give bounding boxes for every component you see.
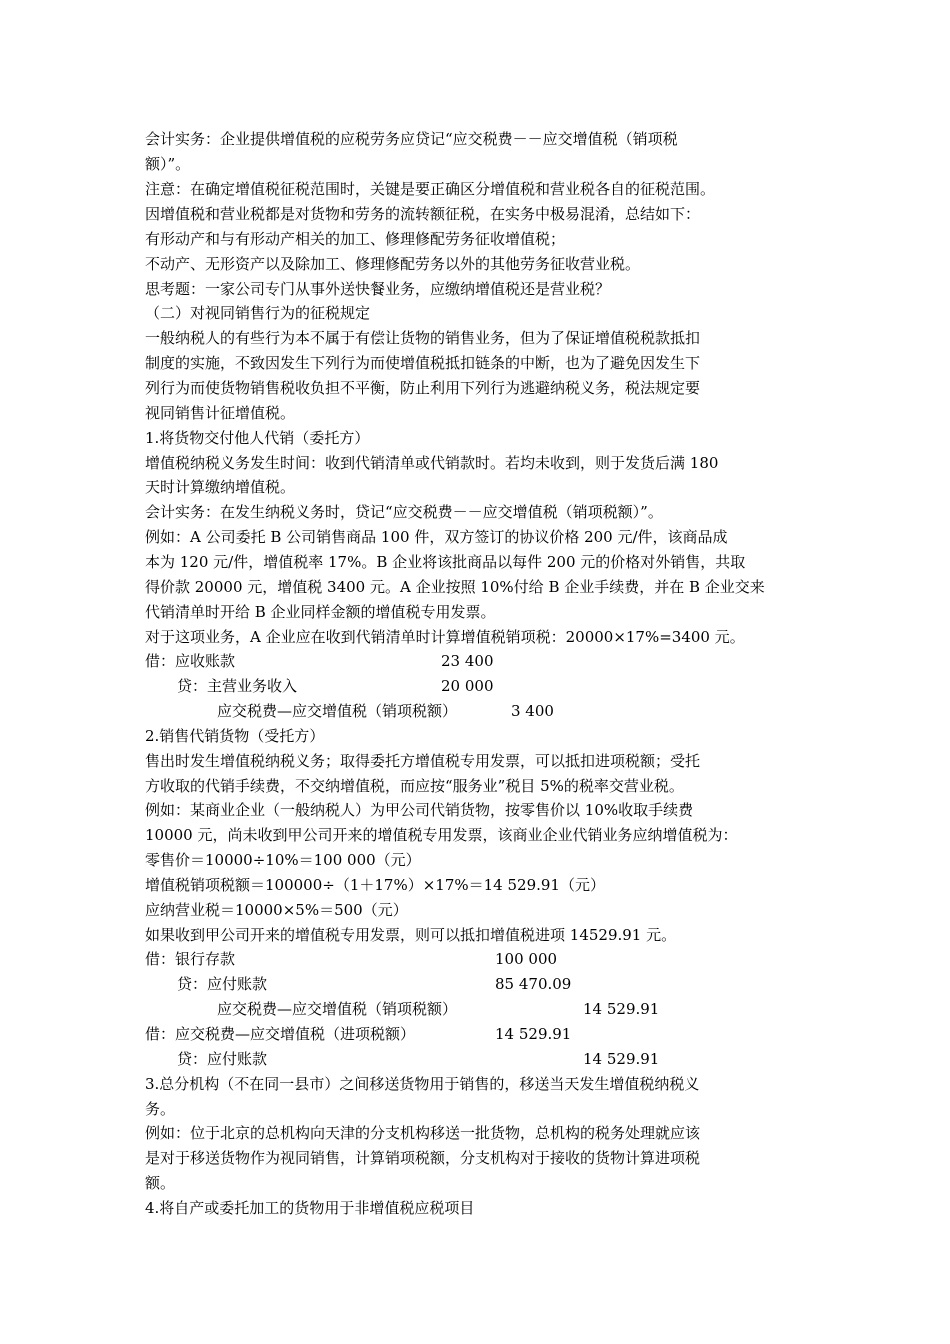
paragraph-line: 例如：位于北京的总机构向天津的分支机构移送一批货物，总机构的税务处理就应该 [145, 1124, 701, 1142]
entry-amount: 14 529.91 [583, 1050, 660, 1068]
paragraph-line: 10000 元，尚未收到甲公司开来的增值税专用发票，该商业企业代销业务应纳增值税为： [145, 826, 738, 844]
entry-amount: 20 000 [441, 677, 494, 695]
entry-label: 借：应收账款 [145, 652, 236, 670]
entry-label: 贷：应付账款 [177, 975, 268, 993]
paragraph-line: 思考题：一家公司专门从事外送快餐业务，应缴纳增值税还是营业税？ [145, 280, 611, 298]
entry-amount: 3 400 [511, 702, 554, 720]
paragraph-line: 对于这项业务，A 企业应在收到代销清单时计算增值税销项税：20000×17%=3400 元。 [145, 628, 745, 646]
entry-label: 应交税费—应交增值税（销项税额） [217, 702, 458, 720]
entry-amount: 14 529.91 [495, 1025, 572, 1043]
paragraph-line: 制度的实施，不致因发生下列行为而使增值税抵扣链条的中断，也为了避免因发生下 [145, 354, 701, 372]
paragraph-line: 增值税纳税义务发生时间：收到代销清单或代销款时。若均未收到，则于发货后满 180 [145, 454, 719, 472]
paragraph-line: 如果收到甲公司开来的增值税专用发票，则可以抵扣增值税进项 14529.91 元。 [145, 926, 677, 944]
item-heading: 4.将自产或委托加工的货物用于非增值税应税项目 [145, 1199, 475, 1217]
paragraph-line: 一般纳税人的有些行为本不属于有偿让货物的销售业务，但为了保证增值税税款抵扣 [145, 329, 701, 347]
paragraph-line: 不动产、无形资产以及除加工、修理修配劳务以外的其他劳务征收营业税。 [145, 255, 641, 273]
paragraph-line: 额）”。 [145, 155, 191, 173]
entry-label: 借：银行存款 [145, 950, 236, 968]
paragraph-line: 会计实务：企业提供增值税的应税劳务应贷记“应交税费－－应交增值税（销项税 [145, 130, 678, 148]
paragraph-line: 本为 120 元/件，增值税率 17%。B 企业将该批商品以每件 200 元的价格对外销售，共取 [145, 553, 746, 571]
formula-line: 应纳营业税＝10000×5%＝500（元） [145, 901, 408, 919]
paragraph-line: 代销清单时开给 B 企业同样金额的增值税专用发票。 [145, 603, 496, 621]
item-heading: 1.将货物交付他人代销（委托方） [145, 429, 370, 447]
entry-amount: 100 000 [495, 950, 558, 968]
paragraph-line: 得价款 20000 元，增值税 3400 元。A 企业按照 10%付给 B 企业手续费，并在 B 企业交来 [145, 578, 765, 596]
paragraph-line: 例如：A 公司委托 B 公司销售商品 100 件，双方签订的协议价格 200 元/件，该商品成 [145, 528, 728, 546]
paragraph-line: 方收取的代销手续费，不交纳增值税，而应按“服务业”税目 5%的税率交营业税。 [145, 777, 684, 795]
paragraph-line: 因增值税和营业税都是对货物和劳务的流转额征税，在实务中极易混淆，总结如下： [145, 205, 701, 223]
paragraph-line: 有形动产和与有形动产相关的加工、修理修配劳务征收增值税； [145, 230, 566, 248]
paragraph-line: 额。 [145, 1174, 176, 1192]
formula-line: 增值税销项税额＝100000÷（1＋17%）×17%＝14 529.91（元） [145, 876, 605, 894]
entry-label: 贷：主营业务收入 [177, 677, 298, 695]
paragraph-line: 列行为而使货物销售税收负担不平衡，防止利用下列行为逃避纳税义务，税法规定要 [145, 379, 701, 397]
entry-amount: 14 529.91 [583, 1000, 660, 1018]
paragraph-line: 视同销售计征增值税。 [145, 404, 296, 422]
entry-label: 贷：应付账款 [177, 1050, 268, 1068]
entry-label: 借：应交税费—应交增值税（进项税额） [145, 1025, 416, 1043]
paragraph-line: 售出时发生增值税纳税义务；取得委托方增值税专用发票，可以抵扣进项税额；受托 [145, 752, 701, 770]
paragraph-line: 例如：某商业企业（一般纳税人）为甲公司代销货物，按零售价以 10%收取手续费 [145, 801, 694, 819]
item-heading: 2.销售代销货物（受托方） [145, 727, 325, 745]
item-heading: 3.总分机构（不在同一县市）之间移送货物用于销售的，移送当天发生增值税纳税义 [145, 1075, 700, 1093]
paragraph-line: 是对于移送货物作为视同销售，计算销项税额，分支机构对于接收的货物计算进项税 [145, 1149, 701, 1167]
entry-label: 应交税费—应交增值税（销项税额） [217, 1000, 458, 1018]
entry-amount: 85 470.09 [495, 975, 572, 993]
paragraph-line: 务。 [145, 1100, 176, 1118]
paragraph-line: 会计实务：在发生纳税义务时，贷记“应交税费－－应交增值税（销项税额）”。 [145, 503, 663, 521]
paragraph-line: 天时计算缴纳增值税。 [145, 478, 296, 496]
section-heading: （二）对视同销售行为的征税规定 [145, 304, 371, 322]
entry-amount: 23 400 [441, 652, 494, 670]
paragraph-line: 注意：在确定增值税征税范围时，关键是要正确区分增值税和营业税各自的征税范围。 [145, 180, 716, 198]
formula-line: 零售价＝10000÷10%＝100 000（元） [145, 851, 421, 869]
